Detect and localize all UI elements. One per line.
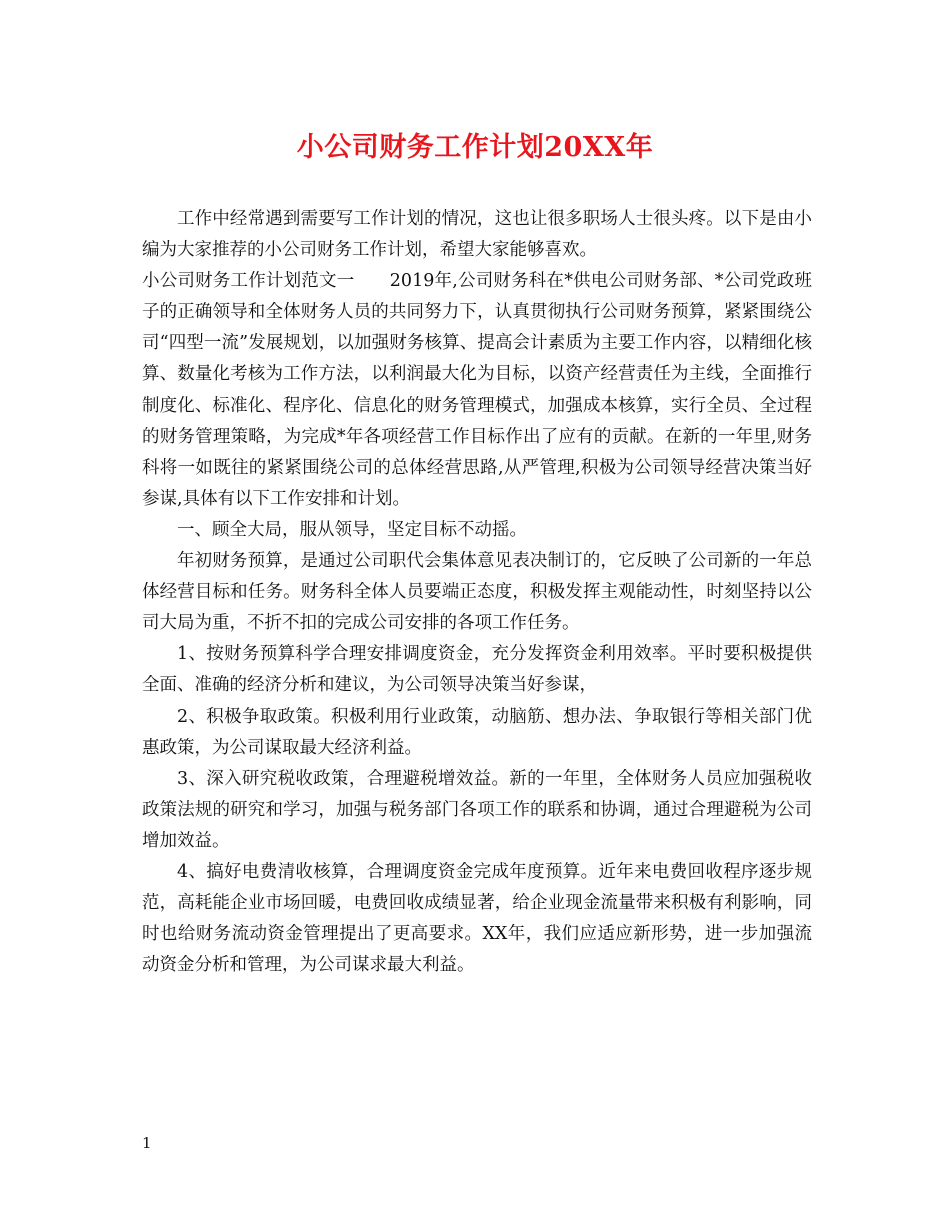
document-body xyxy=(142,204,812,981)
paragraph-budget: 年初财务预算，是通过公司职代会集体意见表决制订的，它反映了公司新的一年总体经营目标和任务。财务科全体人员要端正态度，积极发挥主观能动性，时刻坚持以公司大局为重，不折不扣的完成公司安排的各项工作任务。 xyxy=(142,551,812,634)
section-heading-one: 一、顾全大局，服从领导，坚定目标不动摇。 xyxy=(177,519,527,540)
list-item-1: 1、按财务预算科学合理安排调度资金，充分发挥资金利用效率。平时要积极提供全面、准确的经济分析和建议，为公司领导决策当好参谋， xyxy=(142,644,812,696)
list-item-2: 2、积极争取政策。积极利用行业政策，动脑筋、想办法、争取银行等相关部门优惠政策，为公司谋取最大经济利益。 xyxy=(142,706,812,758)
list-item-4: 4、搞好电费清收核算，合理调度资金完成年度预算。近年来电费回收程序逐步规范，高耗能企业市场回暖，电费回收成绩显著，给企业现金流量带来积极有利影响，同时也给财务流动资金管理提出了更高要求。XX年，我们应适应新形势，进一步加强流动资金分析和管理，为公司谋求最大利益。 xyxy=(142,861,812,976)
paragraph-sample-one: 小公司财务工作计划范文一 2019年,公司财务科在*供电公司财务部、*公司党政班子的正确领导和全体财务人员的共同努力下，认真贯彻执行公司财务预算，紧紧围绕公司“四型一流”发展规划，以加强财务核算、提高会计素质为主要工作内容，以精细化核算、数量化考核为工作方法，以利润最大化为目标，以资产经营责任为主线，全面推行制度化、标准化、程序化、信息化的财务管理模式，加强成本核算，实行全员、全过程的财务管理策略，为完成*年各项经营工作目标作出了应有的贡献。在新的一年里,财务科将一如既往的紧紧围绕公司的总体经营思路,从严管理,积极为公司领导经营决策当好参谋,具体有以下工作安排和计划。 xyxy=(142,271,812,509)
list-item-3: 3、深入研究税收政策，合理避税增效益。新的一年里，全体财务人员应加强税收政策法规的研究和学习，加强与税务部门各项工作的联系和协调，通过合理避税为公司增加效益。 xyxy=(142,768,812,851)
page-number: 1 xyxy=(142,1134,152,1152)
document-title: 小公司财务工作计划20XX年 xyxy=(296,132,654,163)
paragraph-intro: 工作中经常遇到需要写工作计划的情况，这也让很多职场人士很头疼。以下是由小编为大家推荐的小公司财务工作计划，希望大家能够喜欢。 xyxy=(142,209,812,261)
